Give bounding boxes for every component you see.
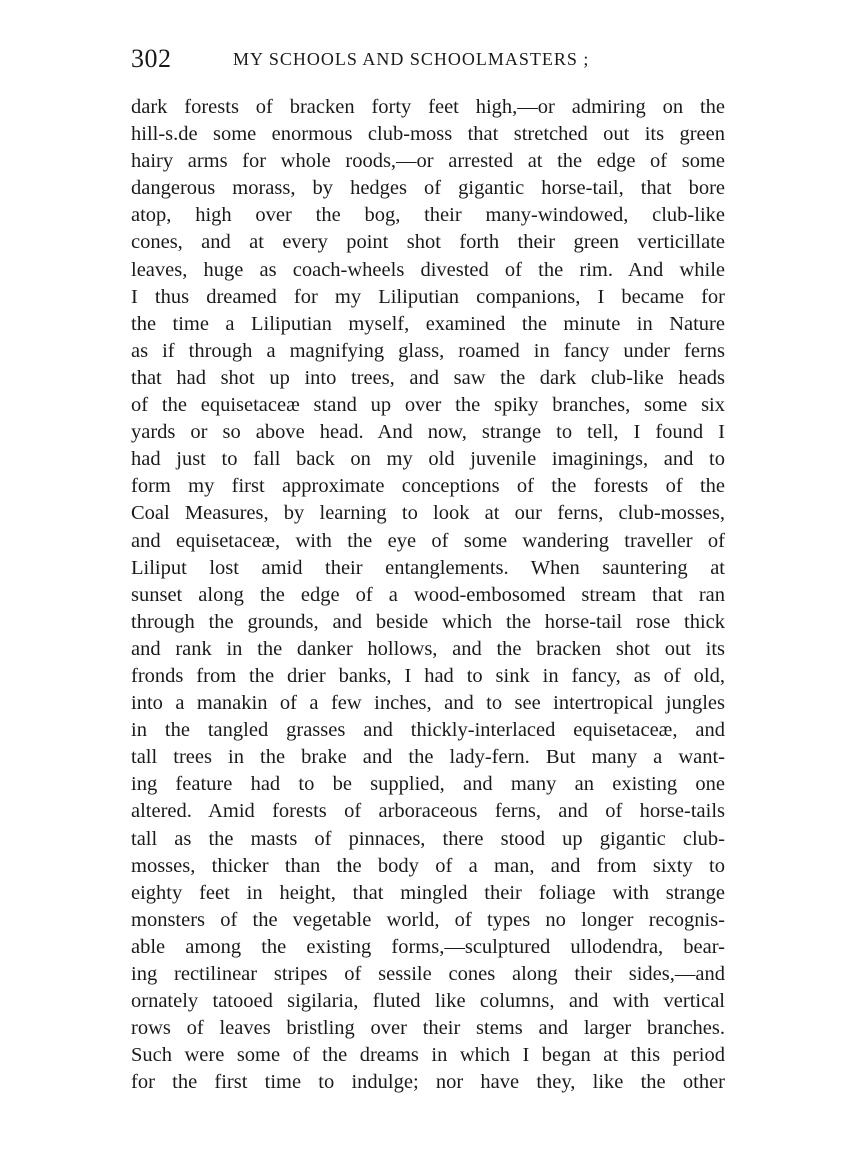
text-line: and equisetaceæ, with the eye of some wandering traveller of xyxy=(131,529,725,552)
text-line: hairy arms for whole roods,—or arrested at the edge of some xyxy=(131,150,725,173)
text-line: rows of leaves bristling over their stems and larger branches. xyxy=(131,1017,725,1040)
text-line: hill-s.de some enormous club-moss that stretched out its green xyxy=(131,123,725,146)
text-line: for the first time to indulge; nor have they, like the other xyxy=(131,1071,725,1094)
text-line: tall as the masts of pinnaces, there stood up gigantic club- xyxy=(131,827,725,850)
text-line: ing feature had to be supplied, and many an existing one xyxy=(131,773,725,796)
text-line: leaves, huge as coach-wheels divested of the rim. And while xyxy=(131,258,725,281)
text-line: tall trees in the brake and the lady-fern. But many a want- xyxy=(131,746,725,769)
text-line: fronds from the drier banks, I had to sink in fancy, as of old, xyxy=(131,664,725,687)
text-line: monsters of the vegetable world, of types no longer recognis- xyxy=(131,908,725,931)
page-number: 302 xyxy=(131,44,172,73)
text-line: I thus dreamed for my Liliputian companions, I became for xyxy=(131,285,725,308)
text-line: Liliput lost amid their entanglements. When sauntering at xyxy=(131,556,725,579)
text-line: eighty feet in height, that mingled their foliage with strange xyxy=(131,881,725,904)
page-header xyxy=(131,44,721,74)
text-line: that had shot up into trees, and saw the dark club-like heads xyxy=(131,366,725,389)
text-line: mosses, thicker than the body of a man, and from sixty to xyxy=(131,854,725,877)
text-line: cones, and at every point shot forth their green verticillate xyxy=(131,231,725,254)
text-line: Coal Measures, by learning to look at our ferns, club-mosses, xyxy=(131,502,725,525)
text-line: into a manakin of a few inches, and to see intertropical jungles xyxy=(131,692,725,715)
text-line: able among the existing forms,—sculptured ullodendra, bear- xyxy=(131,935,725,958)
running-head: MY SCHOOLS AND SCHOOLMASTERS ; xyxy=(233,49,590,69)
text-line: in the tangled grasses and thickly-interlaced equisetaceæ, and xyxy=(131,719,725,742)
text-line: had just to fall back on my old juvenile imaginings, and to xyxy=(131,448,725,471)
text-line: atop, high over the bog, their many-windowed, club-like xyxy=(131,204,725,227)
text-line: form my first approximate conceptions of the forests of the xyxy=(131,475,725,498)
text-line: dangerous morass, by hedges of gigantic horse-tail, that bore xyxy=(131,177,725,200)
text-line: as if through a magnifying glass, roamed in fancy under ferns xyxy=(131,339,725,362)
text-line: dark forests of bracken forty feet high,—or admiring on the xyxy=(131,96,725,118)
text-line: the time a Liliputian myself, examined the minute in Nature xyxy=(131,312,725,335)
text-line: and rank in the danker hollows, and the bracken shot out its xyxy=(131,637,725,660)
text-line: of the equisetaceæ stand up over the spiky branches, some six xyxy=(131,394,725,417)
text-line: Such were some of the dreams in which I began at this period xyxy=(131,1044,725,1067)
text-line: sunset along the edge of a wood-embosomed stream that ran xyxy=(131,583,725,606)
text-line: yards or so above head. And now, strange to tell, I found I xyxy=(131,421,725,444)
text-line: ing rectilinear stripes of sessile cones along their sides,—and xyxy=(131,963,725,985)
text-line: ornately tatooed sigilaria, fluted like columns, and with vertical xyxy=(131,990,725,1013)
body-text xyxy=(131,94,725,1096)
text-line: altered. Amid forests of arboraceous ferns, and of horse-tails xyxy=(131,800,725,823)
text-line: through the grounds, and beside which the horse-tail rose thick xyxy=(131,610,725,633)
